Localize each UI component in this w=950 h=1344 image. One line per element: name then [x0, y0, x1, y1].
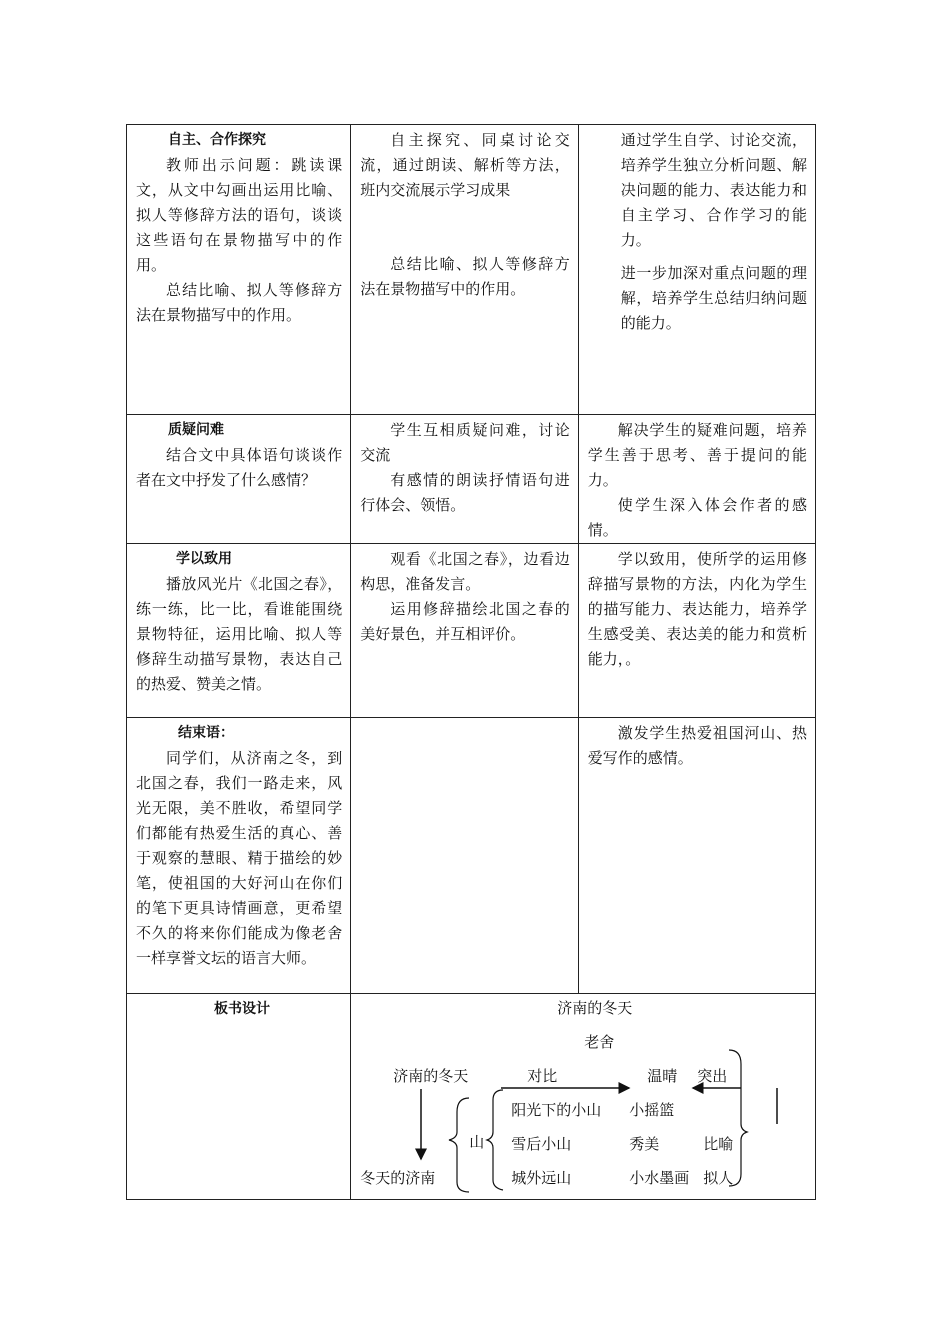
board-diagram-lines: [351, 994, 814, 1196]
student-activity-cell: [351, 415, 579, 544]
paragraph: 播放风光片《北国之春》，练一练，比一比，看谁能围绕景物特征，运用比喻、拟人等修辞生动描写景物，表达自己的热爱、赞美之情。: [136, 575, 343, 693]
board-label-cell: [127, 994, 351, 1200]
table-row: [127, 125, 816, 415]
board-left-top: 济南的冬天: [393, 1067, 469, 1085]
board-scene: 城外远山: [511, 1169, 572, 1187]
board-contrast: 对比: [527, 1067, 558, 1085]
paragraph: 总结比喻、拟人等修辞方法在景物描写中的作用。: [136, 281, 343, 324]
paragraph: 结合文中具体语句谈谈作者在文中抒发了什么感情？: [136, 446, 343, 489]
design-intent-cell: [578, 415, 815, 544]
paragraph: 通过学生自学、讨论交流，培养学生独立分析问题、解决问题的能力、表达能力和自主学习、合作学习的能力。: [620, 131, 807, 249]
board-image: 小水墨画: [629, 1169, 690, 1187]
paragraph: 同学们，从济南之冬，到北国之春，我们一路走来，风光无限，美不胜收，希望同学们都能有热爱生活的真心、善于观察的慧眼、精于描绘的妙笔，使祖国的大好河山在你们的笔下更具诗情画意，更希望不久的将来你们能成为像老舍一样享誉文坛的语言大师。: [136, 749, 343, 967]
paragraph: 运用修辞描绘北国之春的美好景色，并互相评价。: [360, 600, 570, 643]
right-brace: [729, 1050, 747, 1186]
board-mountain: 山: [469, 1133, 485, 1151]
student-activity-cell: [351, 125, 579, 415]
section-heading: 结束语：: [178, 725, 234, 741]
paragraph: 进一步加深对重点问题的理解，培养学生总结归纳问题的能力。: [620, 264, 807, 332]
paragraph: 学以致用，使所学的运用修辞描写景物的方法，内化为学生的描写能力、表达能力，培养学生感受美、表达美的能力和赏析能力，。: [587, 550, 807, 668]
section-heading: 质疑问难: [168, 422, 224, 438]
board-highlight: 突出: [697, 1067, 728, 1085]
paragraph: 自主探究、同桌讨论交流，通过朗读、解析等方法，班内交流展示学习成果: [360, 131, 570, 199]
table-row: [127, 415, 816, 544]
paragraph: 教师出示问题：跳读课文，从文中勾画出运用比喻、拟人等修辞方法的语句，谈谈这些语句在景物描写中的作用。: [136, 156, 343, 274]
table-row: [127, 994, 816, 1200]
paragraph: 学生互相质疑问难，讨论交流: [360, 421, 570, 464]
board-image: 小摇篮: [629, 1101, 675, 1119]
table-row: [127, 544, 816, 718]
paragraph: 使学生深入体会作者的感情。: [587, 496, 807, 539]
paragraph: 有感情的朗读抒情语句进行体会、领悟。: [360, 471, 570, 514]
board-device: 比喻: [703, 1135, 734, 1153]
design-intent-cell: [578, 125, 815, 415]
board-image: 秀美: [629, 1135, 660, 1153]
section-heading: 自主、合作探究: [168, 132, 266, 148]
board-scene: 阳光下的小山: [511, 1101, 602, 1119]
inner-brace: [487, 1090, 503, 1190]
paragraph: 总结比喻、拟人等修辞方法在景物描写中的作用。: [360, 255, 570, 298]
board-design-cell: [351, 994, 816, 1200]
paragraph: 解决学生的疑难问题，培养学生善于思考、善于提问的能力。: [587, 421, 807, 489]
teacher-activity-cell: [127, 415, 351, 544]
board-device: 拟人: [703, 1169, 734, 1187]
lesson-plan-table: [126, 124, 816, 1200]
table-row: [127, 718, 816, 994]
section-heading: 学以致用: [176, 551, 232, 567]
design-intent-cell: [578, 544, 815, 718]
board-title: 济南的冬天: [557, 999, 633, 1017]
board-scene: 雪后小山: [511, 1135, 572, 1153]
teacher-activity-cell: [127, 125, 351, 415]
paragraph: 观看《北国之春》，边看边构思，准备发言。: [360, 550, 570, 593]
design-intent-cell: [578, 718, 815, 994]
board-warm: 温晴: [647, 1067, 678, 1085]
student-activity-cell: [351, 718, 579, 994]
left-brace: [449, 1098, 469, 1192]
paragraph: 激发学生热爱祖国河山、热爱写作的感情。: [587, 724, 807, 767]
board-left-bottom: 冬天的济南: [360, 1169, 436, 1187]
teacher-activity-cell: [127, 544, 351, 718]
board-author: 老舍: [584, 1033, 615, 1051]
student-activity-cell: [351, 544, 579, 718]
teacher-activity-cell: [127, 718, 351, 994]
board-label: 板书设计: [214, 1001, 270, 1017]
